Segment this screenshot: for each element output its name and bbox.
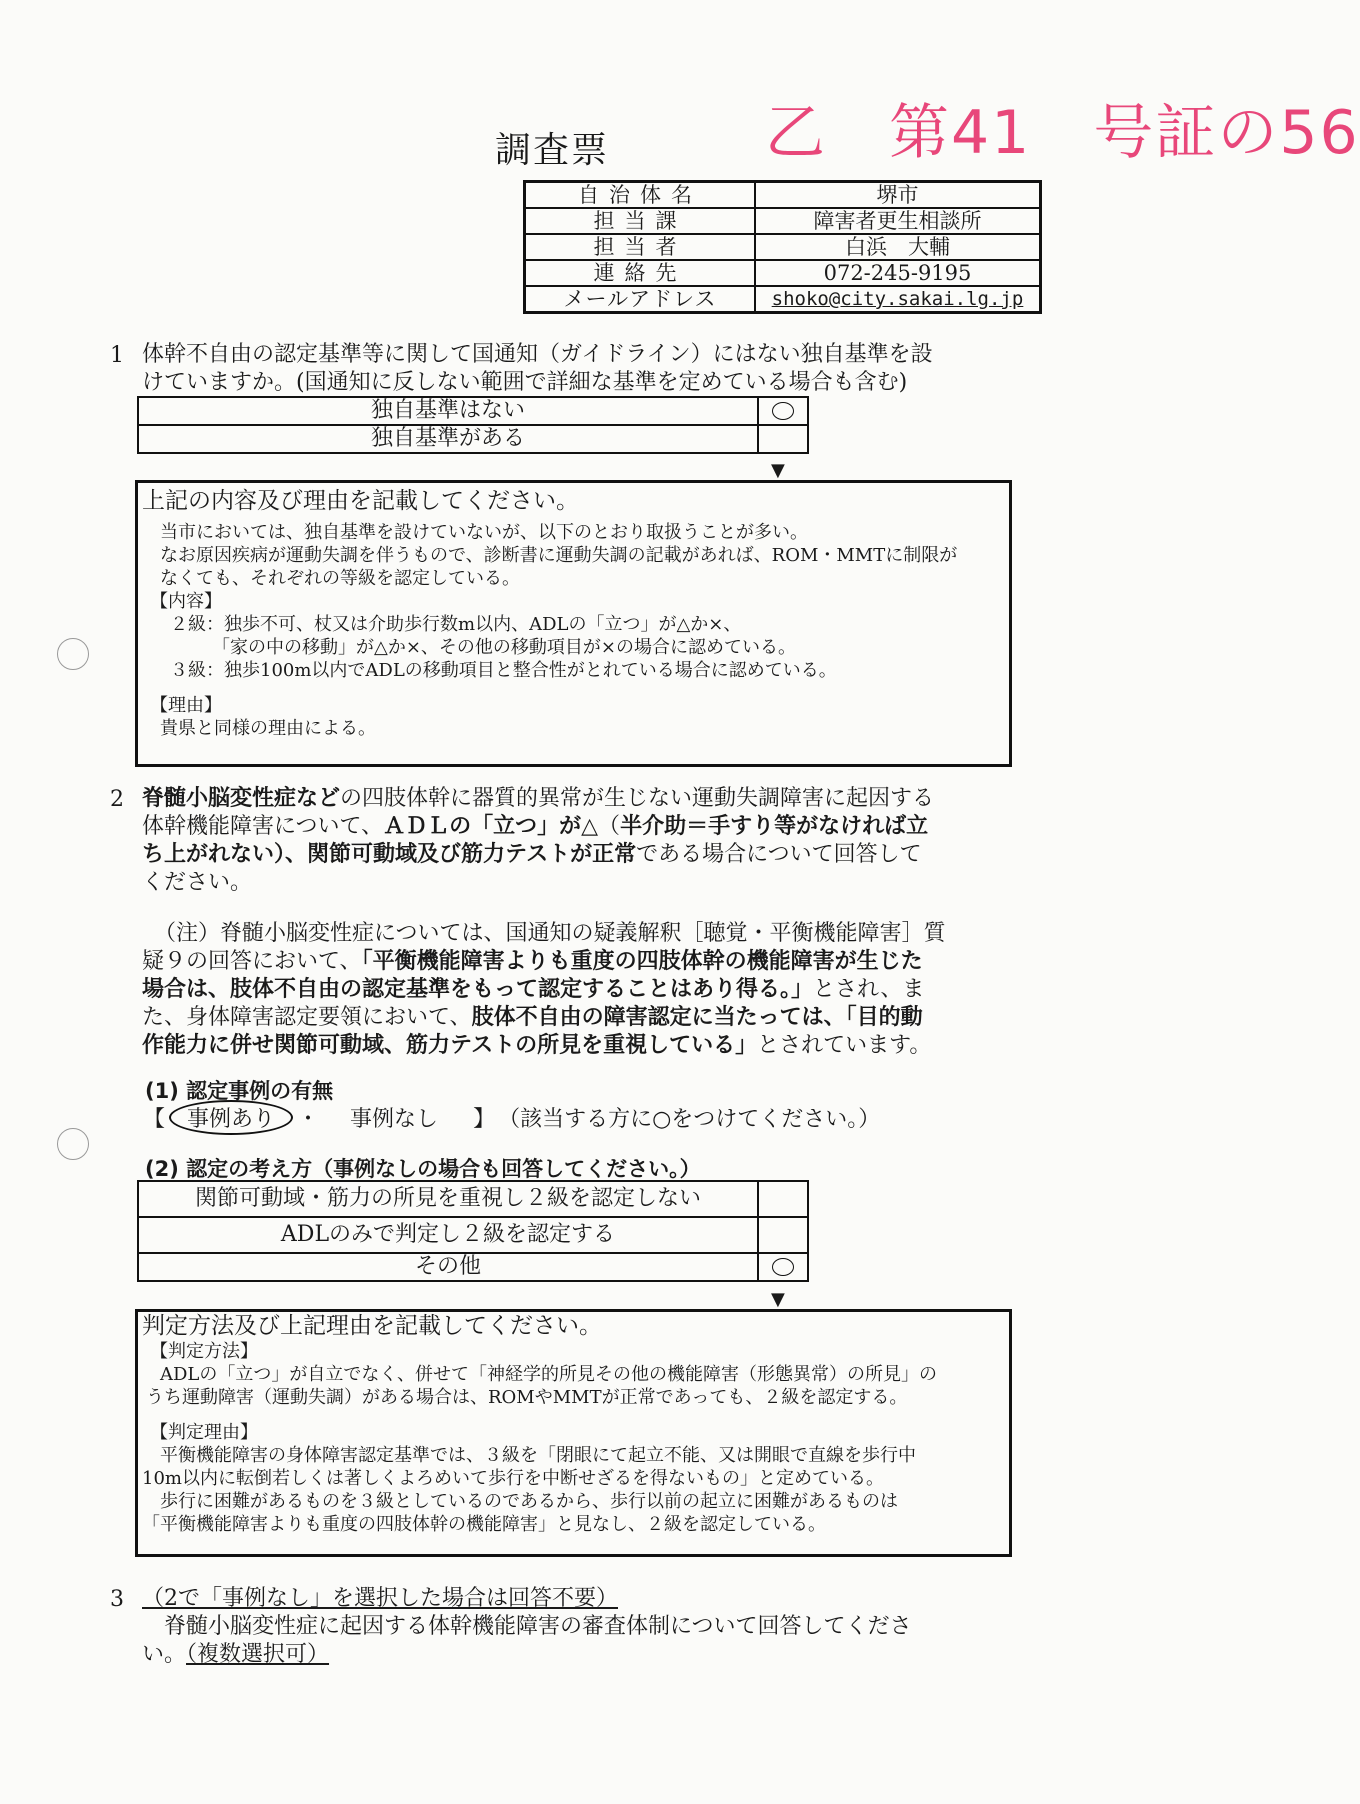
question-1-options — [137, 396, 809, 454]
question-2-text — [142, 785, 1022, 897]
answer-line: 貴県と同様の理由による。 — [160, 718, 376, 739]
separator: ・ — [297, 1107, 320, 1132]
answer-line: 【内容】 — [150, 591, 222, 612]
contact-key: 担当者 — [525, 234, 756, 260]
bracket-close: 】 — [473, 1107, 496, 1132]
email-value: shoko@city.sakai.lg.jp — [755, 286, 1041, 313]
contact-key: メールアドレス — [525, 286, 756, 313]
answer-line: 【判定理由】 — [150, 1422, 258, 1443]
note-line-part: 疑９の回答において、 — [142, 949, 362, 974]
question-line — [142, 813, 1022, 841]
answer-line: うち運動障害（運動失調）がある場合は、ROMやMMTが正常であっても、２級を認定する。 — [146, 1387, 908, 1408]
note-line-part: た、身体障害認定要領において、 — [142, 1005, 472, 1030]
contact-key: 連絡先 — [525, 260, 756, 286]
note-line — [142, 1004, 1022, 1032]
answer-line: 当市においては、独自基準を設けていないが、以下のとおり取扱うことが多い。 — [160, 522, 808, 543]
option-row[interactable] — [139, 426, 807, 452]
contact-row — [525, 286, 1041, 313]
punch-hole-bottom — [57, 1128, 89, 1160]
question-line-part: い。 — [142, 1642, 187, 1667]
question-line — [142, 841, 1022, 869]
question-1-number: 1 — [110, 343, 124, 368]
option-checkbox[interactable] — [757, 1254, 807, 1280]
question-line-part: （ — [598, 814, 621, 839]
note-line — [142, 1032, 1022, 1060]
note-line-part: 作能力に併せ関節可動域、筋力テストの所見を重視している」 — [142, 1033, 758, 1058]
option-label: ADLのみで判定し２級を認定する — [280, 1222, 616, 1247]
note-line: （注）脊髄小脳変性症については、国通知の疑義解釈［聴覚・平衡機能障害］質 — [154, 921, 946, 946]
question-line-part: 脊髄小脳変性症など — [142, 786, 341, 811]
question-line: 脊髄小脳変性症に起因する体幹機能障害の審査体制について回答してくださ — [164, 1614, 912, 1639]
option-row[interactable] — [139, 1254, 807, 1280]
case-selection — [143, 1100, 880, 1135]
contact-key: 担当課 — [525, 208, 756, 234]
circle-check-icon — [772, 1258, 794, 1276]
case-no-option[interactable]: 事例なし — [350, 1107, 439, 1132]
answer-line: 【判定方法】 — [150, 1341, 258, 1362]
question-line-part: ＡＤＬの「立つ」が△ — [383, 814, 599, 839]
exhibit-stamp: 乙 第41 号証の56 — [765, 98, 1360, 168]
punch-hole-top — [57, 638, 89, 670]
subquestion-2-label: (2) 認定の考え方（事例なしの場合も回答してください。） — [145, 1157, 701, 1181]
page-title: 調査票 — [495, 130, 610, 171]
question-line — [142, 785, 1022, 813]
question-1-text — [142, 341, 1022, 397]
question-1-answer-box — [135, 480, 1012, 767]
case-yes-option[interactable]: 事例あり — [169, 1100, 293, 1135]
question-line-part: 半介助＝手すり等がなければ立 — [620, 814, 929, 839]
option-checkbox[interactable] — [757, 1182, 807, 1216]
question-2-number: 2 — [110, 787, 124, 812]
answer-line: 10m以内に転倒若しくは著しくよろめいて歩行を中断せざるを得ないもの」と定めている。 — [142, 1468, 884, 1489]
answer-line: 「家の中の移動」が△か×、その他の移動項目が×の場合に認めている。 — [212, 637, 797, 658]
contact-value: 白浜 大輔 — [755, 234, 1041, 260]
answer-line: 歩行に困難があるものを３級としているのであるから、歩行以前の起立に困難があるものは — [160, 1491, 898, 1512]
option-row[interactable] — [139, 1182, 807, 1218]
contact-key: 自治体名 — [525, 182, 756, 209]
option-checkbox[interactable] — [757, 398, 807, 424]
question-line: ください。 — [142, 870, 253, 895]
option-checkbox[interactable] — [757, 1218, 807, 1252]
question-line — [142, 1641, 1022, 1669]
question-line: 体幹不自由の認定基準等に関して国通知（ガイドライン）にはない独自基準を設 — [142, 342, 933, 367]
answer-heading: 判定方法及び上記理由を記載してください。 — [142, 1313, 602, 1339]
question-2-options — [137, 1180, 809, 1282]
note-line-part: 「平衡機能障害よりも重度の四肢体幹の機能障害が生じた — [361, 949, 923, 974]
down-arrow-icon: ▼ — [771, 460, 785, 481]
option-label: 独自基準はない — [370, 398, 525, 423]
answer-line: ２級：独歩不可、杖又は介助歩行数m以内、ADLの「立つ」が△か×、 — [170, 614, 742, 635]
case-hint: （該当する方に○をつけてください。） — [509, 1107, 881, 1132]
answer-line: 【理由】 — [150, 695, 222, 716]
question-3-condition: （2で「事例なし」を選択した場合は回答不要） — [142, 1586, 618, 1611]
note-line-part: 肢体不自由の障害認定に当たっては、「目的動 — [471, 1005, 923, 1030]
option-row[interactable] — [139, 1218, 807, 1254]
note-line-part: とされ、ま — [813, 977, 925, 1002]
answer-line: なお原因疾病が運動失調を伴うもので、診断書に運動失調の記載があれば、ROM・MMTに制限が — [160, 545, 958, 566]
question-line: けていますか。(国通知に反しない範囲で詳細な基準を定めている場合も含む) — [142, 370, 908, 395]
contact-value: 障害者更生相談所 — [755, 208, 1041, 234]
contact-value: 堺市 — [755, 182, 1041, 209]
question-line-part: の四肢体幹に器質的異常が生じない運動失調障害に起因する — [340, 786, 935, 811]
note-line — [142, 976, 1022, 1004]
answer-line: なくても、それぞれの等級を認定している。 — [160, 568, 520, 589]
answer-heading: 上記の内容及び理由を記載してください。 — [142, 488, 579, 514]
answer-line: 平衡機能障害の身体障害認定基準では、３級を「閉眼にて起立不能、又は開眼で直線を歩行中 — [160, 1445, 916, 1466]
question-3-number: 3 — [110, 1587, 124, 1612]
question-line-part: 体幹機能障害について、 — [142, 814, 384, 839]
answer-line: ３級：独歩100m以内でADLの移動項目と整合性がとれている場合に認めている。 — [170, 660, 837, 681]
question-line-part: である場合について回答して — [636, 842, 922, 867]
bracket-open: 【 — [143, 1107, 166, 1132]
option-label: 関節可動域・筋力の所見を重視し２級を認定しない — [194, 1186, 701, 1211]
answer-line: ADLの「立つ」が自立でなく、併せて「神経学的所見その他の機能障害（形態異常）の所見」の — [160, 1364, 938, 1385]
circle-check-icon — [772, 402, 794, 420]
question-3-text — [142, 1585, 1022, 1669]
question-2-answer-box — [135, 1309, 1012, 1557]
contact-row — [525, 260, 1041, 286]
question-line-part: （複数選択可） — [186, 1642, 330, 1667]
note-line-part: 場合は、肢体不自由の認定基準をもって認定することはあり得る。」 — [142, 977, 814, 1002]
option-label: その他 — [414, 1254, 481, 1279]
contact-row — [525, 182, 1041, 209]
contact-row — [525, 208, 1041, 234]
contact-row — [525, 234, 1041, 260]
contact-value: 072-245-9195 — [755, 260, 1041, 286]
option-checkbox[interactable] — [757, 426, 807, 452]
option-row[interactable] — [139, 398, 807, 426]
subquestion-1-label: (1) 認定事例の有無 — [145, 1079, 334, 1103]
question-line-part: ち上がれない）、関節可動域及び筋力テストが正常 — [142, 842, 637, 867]
contact-table — [523, 180, 1042, 314]
down-arrow-icon: ▼ — [771, 1289, 785, 1310]
answer-line: 「平衡機能障害よりも重度の四肢体幹の機能障害」と見なし、２級を認定している。 — [142, 1514, 826, 1535]
question-2-note — [142, 920, 1022, 1060]
option-label: 独自基準がある — [370, 426, 525, 451]
note-line-part: とされています。 — [757, 1033, 932, 1058]
note-line — [142, 948, 1022, 976]
